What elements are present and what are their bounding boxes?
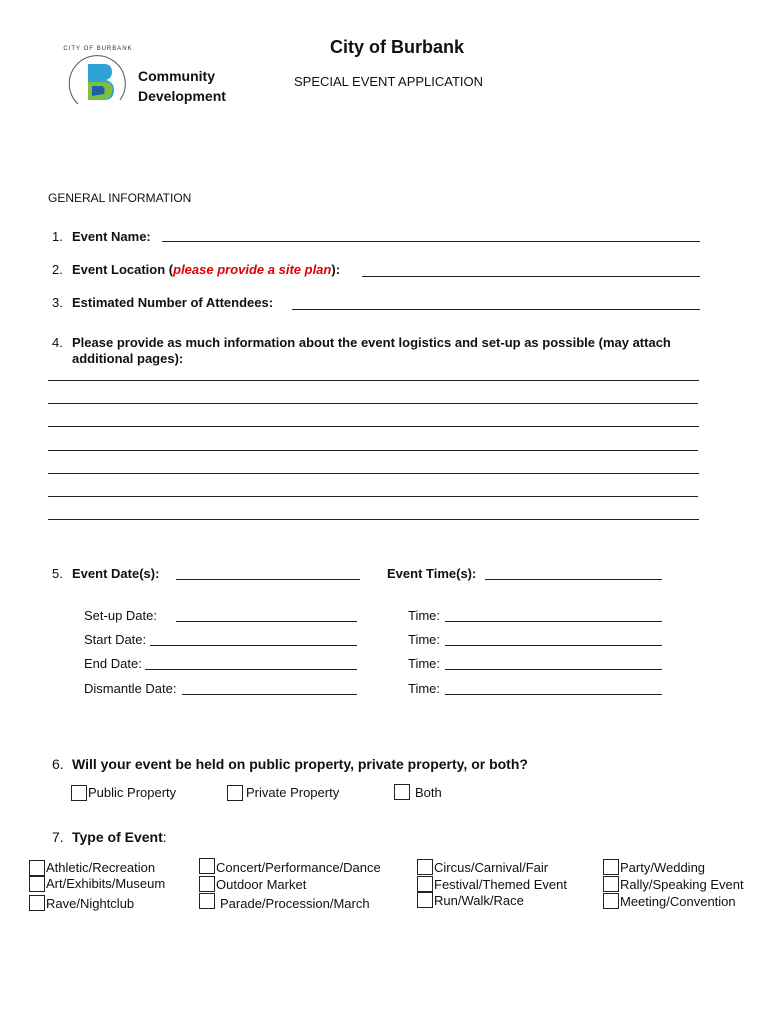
logistics-line-5[interactable] [48, 473, 699, 474]
q4-number: 4. [52, 335, 63, 350]
dismantle-time-label: Time: [408, 681, 441, 696]
rally-speaking-event-label: Rally/Speaking Event [620, 877, 744, 892]
setup-time-label: Time: [408, 608, 441, 623]
q1-number: 1. [52, 229, 63, 244]
meeting-convention-label: Meeting/Convention [620, 894, 736, 909]
rave-nightclub-checkbox[interactable] [29, 895, 45, 911]
end-date-field[interactable] [145, 656, 357, 670]
rave-nightclub-label: Rave/Nightclub [46, 896, 135, 911]
event-location-label: Event Location (please provide a site plan): [72, 262, 341, 277]
private-property-label: Private Property [246, 785, 340, 800]
parade-procession-march-checkbox[interactable] [199, 893, 215, 909]
q3-number: 3. [52, 295, 63, 310]
public-property-label: Public Property [88, 785, 177, 800]
parade-procession-march-label: Parade/Procession/March [220, 896, 370, 911]
start-time-field[interactable] [445, 632, 662, 646]
end-time-label: Time: [408, 656, 441, 671]
party-wedding-label: Party/Wedding [620, 860, 706, 875]
public-property-checkbox[interactable] [71, 785, 87, 801]
city-logo [63, 46, 133, 118]
city-title: City of Burbank [329, 37, 464, 57]
event-times-label: Event Time(s): [387, 566, 477, 581]
private-property-checkbox[interactable] [227, 785, 243, 801]
logistics-label-line2: additional pages): [72, 351, 184, 366]
end-time-field[interactable] [445, 656, 662, 670]
dismantle-date-field[interactable] [182, 681, 357, 695]
concert-performance-dance-checkbox[interactable] [199, 858, 215, 874]
concert-performance-dance-label: Concert/Performance/Dance [216, 860, 381, 875]
setup-time-field[interactable] [445, 608, 662, 622]
event-location-field[interactable] [362, 262, 700, 277]
setup-date-field[interactable] [176, 608, 357, 622]
outdoor-market-label: Outdoor Market [216, 877, 307, 892]
q7-number: 7. [52, 829, 64, 845]
event-times-field[interactable] [485, 566, 662, 580]
q6-number: 6. [52, 756, 64, 772]
logistics-line-3[interactable] [48, 426, 699, 427]
event-name-field[interactable] [162, 227, 700, 242]
event-dates-field[interactable] [176, 566, 360, 580]
athletic-recreation-checkbox[interactable] [29, 860, 45, 876]
section-title: GENERAL INFORMATION [48, 191, 192, 205]
event-name-label: Event Name: [72, 229, 151, 244]
event-type-label: Type of Event: [72, 829, 167, 845]
start-time-label: Time: [408, 632, 441, 647]
rally-speaking-event-checkbox[interactable] [603, 876, 619, 892]
festival-themed-event-checkbox[interactable] [417, 876, 433, 892]
q2-number: 2. [52, 262, 63, 277]
athletic-recreation-label: Athletic/Recreation [46, 860, 156, 875]
logistics-line-7[interactable] [48, 519, 699, 520]
both-checkbox[interactable] [394, 784, 410, 800]
end-date-label: End Date: [84, 656, 142, 671]
setup-date-label: Set-up Date: [84, 608, 157, 623]
logistics-line-4[interactable] [48, 450, 698, 451]
property-question: Will your event be held on public property, private property, or both? [72, 756, 528, 772]
event-dates-label: Event Date(s): [72, 566, 160, 581]
start-date-field[interactable] [150, 632, 357, 646]
run-walk-race-checkbox[interactable] [417, 892, 433, 908]
art-exhibits-museum-label: Art/Exhibits/Museum [46, 876, 166, 891]
circus-carnival-fair-label: Circus/Carnival/Fair [434, 860, 549, 875]
logistics-line-2[interactable] [48, 403, 698, 404]
logistics-label-line1: Please provide as much information about the event logistics and set-up as possible (may attach [72, 335, 671, 350]
dismantle-date-label: Dismantle Date: [84, 681, 177, 696]
form-title: SPECIAL EVENT APPLICATION [294, 74, 484, 89]
attendees-label: Estimated Number of Attendees: [72, 295, 274, 310]
both-label: Both [415, 785, 442, 800]
department-line1: Community [138, 68, 215, 84]
art-exhibits-museum-checkbox[interactable] [29, 876, 45, 892]
site-plan-note: please provide a site plan [173, 262, 332, 277]
logistics-line-6[interactable] [48, 496, 698, 497]
dismantle-time-field[interactable] [445, 681, 662, 695]
circus-carnival-fair-checkbox[interactable] [417, 859, 433, 875]
logo-ring-text: CITY OF BURBANK [63, 46, 133, 52]
start-date-label: Start Date: [84, 632, 147, 647]
festival-themed-event-label: Festival/Themed Event [434, 877, 567, 892]
outdoor-market-checkbox[interactable] [199, 876, 215, 892]
logistics-line-1[interactable] [48, 380, 699, 381]
meeting-convention-checkbox[interactable] [603, 893, 619, 909]
run-walk-race-label: Run/Walk/Race [434, 893, 524, 908]
party-wedding-checkbox[interactable] [603, 859, 619, 875]
q5-number: 5. [52, 566, 63, 581]
attendees-field[interactable] [292, 295, 700, 310]
department-line2: Development [138, 88, 226, 104]
